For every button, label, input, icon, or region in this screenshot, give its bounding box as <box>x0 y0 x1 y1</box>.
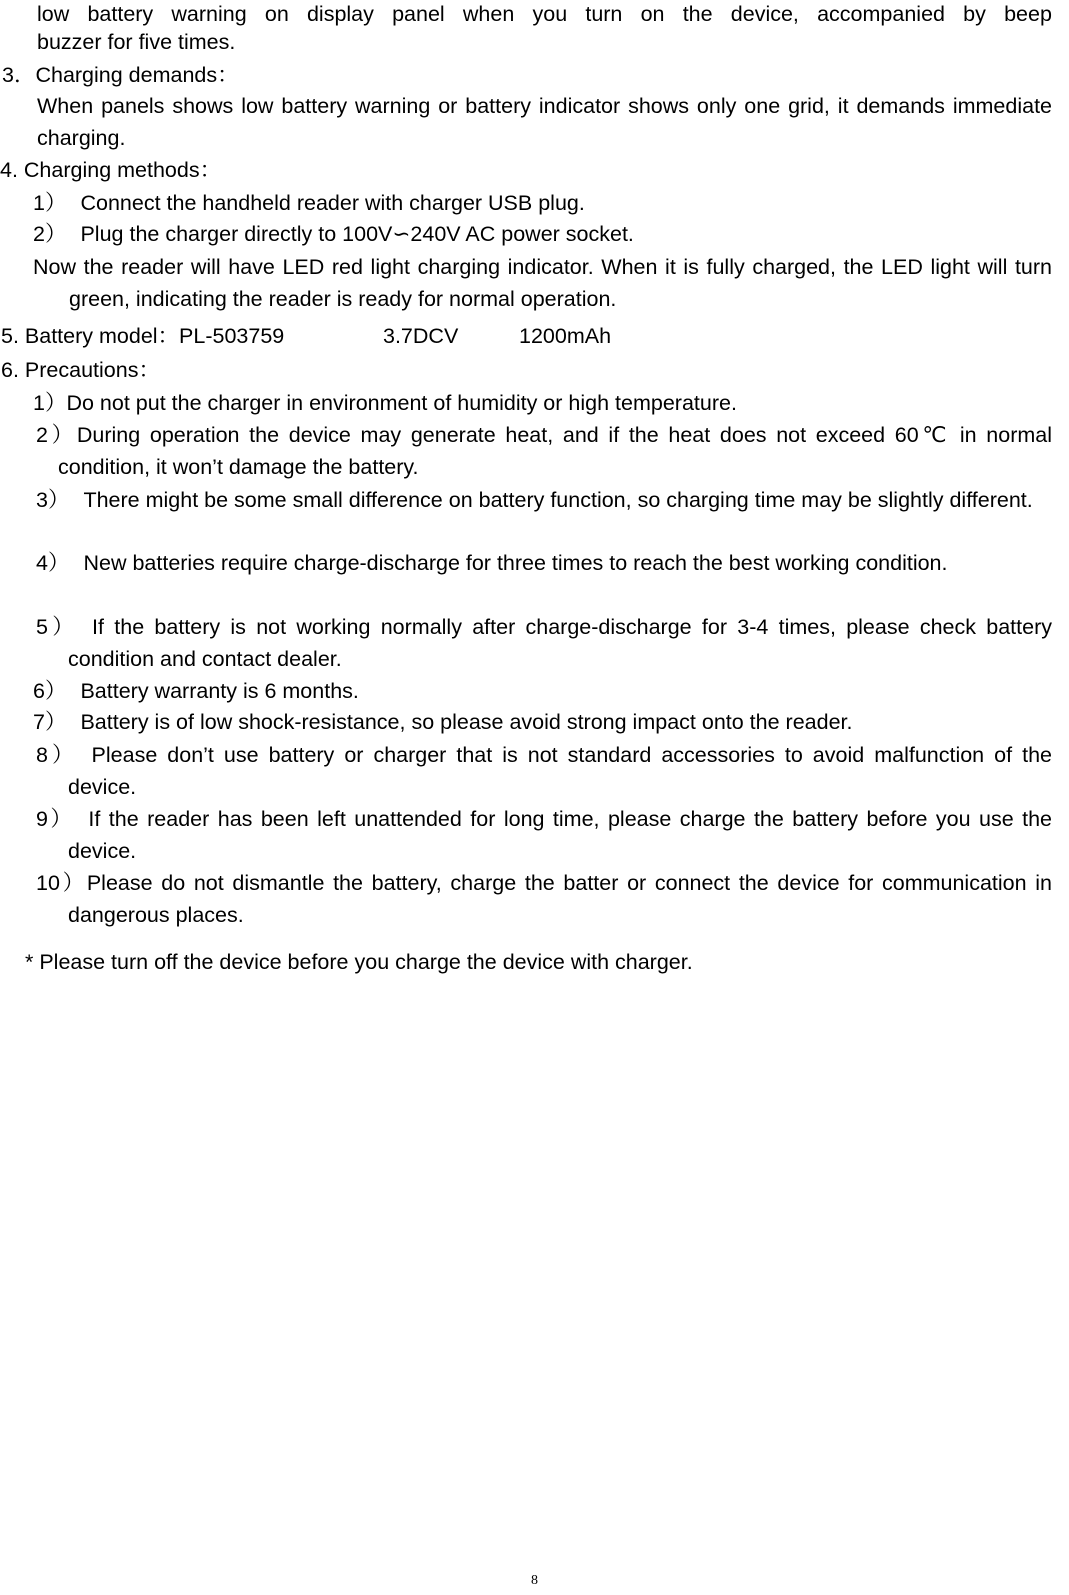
word: on <box>264 2 289 26</box>
precaution-item-3 <box>36 484 1052 516</box>
precaution-item-7 <box>33 706 1052 738</box>
list-number: 6） <box>33 679 67 703</box>
precaution-item-4 <box>36 547 1052 579</box>
sec4-item-2 <box>33 218 1052 250</box>
list-text: Battery warranty is 6 months. <box>80 679 359 703</box>
page-number: 8 <box>531 1573 538 1588</box>
list-number: 3） <box>36 488 70 512</box>
list-number: 10） <box>36 871 87 895</box>
list-number: 1） <box>33 391 67 415</box>
word: on <box>640 2 665 26</box>
sec5-battery-model <box>1 320 1052 352</box>
word: low <box>37 2 70 26</box>
word: you <box>532 2 568 26</box>
word: beep <box>1004 2 1052 26</box>
list-text: If the reader has been left unattended for long time, please charge the battery before you use the device. <box>68 807 1052 863</box>
sec4-heading: 4. Charging methods： <box>0 158 222 182</box>
list-number: 5） <box>36 615 79 639</box>
list-text: New batteries require charge-discharge for three times to reach the best working condition. <box>83 551 948 575</box>
list-text: Do not put the charger in environment of humidity or high temperature. <box>66 391 737 415</box>
battery-model-label: 5. Battery model：PL-503759 <box>1 324 285 348</box>
battery-voltage: 3.7DCV <box>383 324 459 348</box>
list-text: There might be some small difference on battery function, so charging time may be slightly different. <box>83 488 1033 512</box>
list-number: 2） <box>33 222 67 246</box>
precaution-item-5 <box>36 611 1052 675</box>
list-text: Please don’t use battery or charger that is not standard accessories to avoid malfunction of the device. <box>68 743 1052 799</box>
precaution-item-8 <box>36 739 1052 803</box>
sec3-body: When panels shows low battery warning or battery indicator shows only one grid, it demands immediate charging. <box>37 94 1052 150</box>
list-number: 1） <box>33 191 67 215</box>
list-text: During operation the device may generate heat, and if the heat does not exceed 60℃ in normal condition, it won’t damage the battery. <box>58 423 1052 479</box>
battery-capacity: 1200mAh <box>519 324 612 348</box>
sec6-heading: 6. Precautions： <box>1 358 160 382</box>
word: the <box>682 2 713 26</box>
list-text: Connect the handheld reader with charger USB plug. <box>80 191 585 215</box>
list-number: 2） <box>36 423 77 447</box>
word: by <box>963 2 986 26</box>
sec3-heading: 3．Charging demands： <box>2 63 239 87</box>
sec4-item-1 <box>33 187 1052 219</box>
word: panel <box>392 2 445 26</box>
precaution-item-9 <box>36 803 1052 867</box>
word: battery <box>87 2 154 26</box>
word: display <box>306 2 374 26</box>
list-text: Battery is of low shock-resistance, so please avoid strong impact onto the reader. <box>80 710 853 734</box>
list-number: 9） <box>36 807 75 831</box>
charging-note: * Please turn off the device before you charge the device with charger. <box>25 950 693 974</box>
word: when <box>462 2 515 26</box>
word: turn <box>585 2 623 26</box>
word: accompanied <box>817 2 945 26</box>
precaution-item-1 <box>33 387 1052 419</box>
sec4-note: Now the reader will have LED red light charging indicator. When it is fully charged, the LED light will turn green, indicating the reader is ready for normal operation. <box>33 255 1052 311</box>
list-number: 4） <box>36 551 70 575</box>
list-number: 8） <box>36 743 78 767</box>
list-number: 7） <box>33 710 67 734</box>
word: device, <box>730 2 799 26</box>
precaution-item-6 <box>33 675 1052 707</box>
list-text: Please do not dismantle the battery, charge the batter or connect the device for communication in dangerous places. <box>68 871 1052 927</box>
list-text: Plug the charger directly to 100V∽240V AC power socket. <box>80 222 634 246</box>
precaution-item-10 <box>36 867 1052 931</box>
word: warning <box>171 2 247 26</box>
list-text: If the battery is not working normally after charge-discharge for 3-4 times, please check battery condition and contact dealer. <box>68 615 1052 671</box>
sec2-tail-line2: buzzer for five times. <box>37 30 236 54</box>
precaution-item-2 <box>36 419 1052 483</box>
